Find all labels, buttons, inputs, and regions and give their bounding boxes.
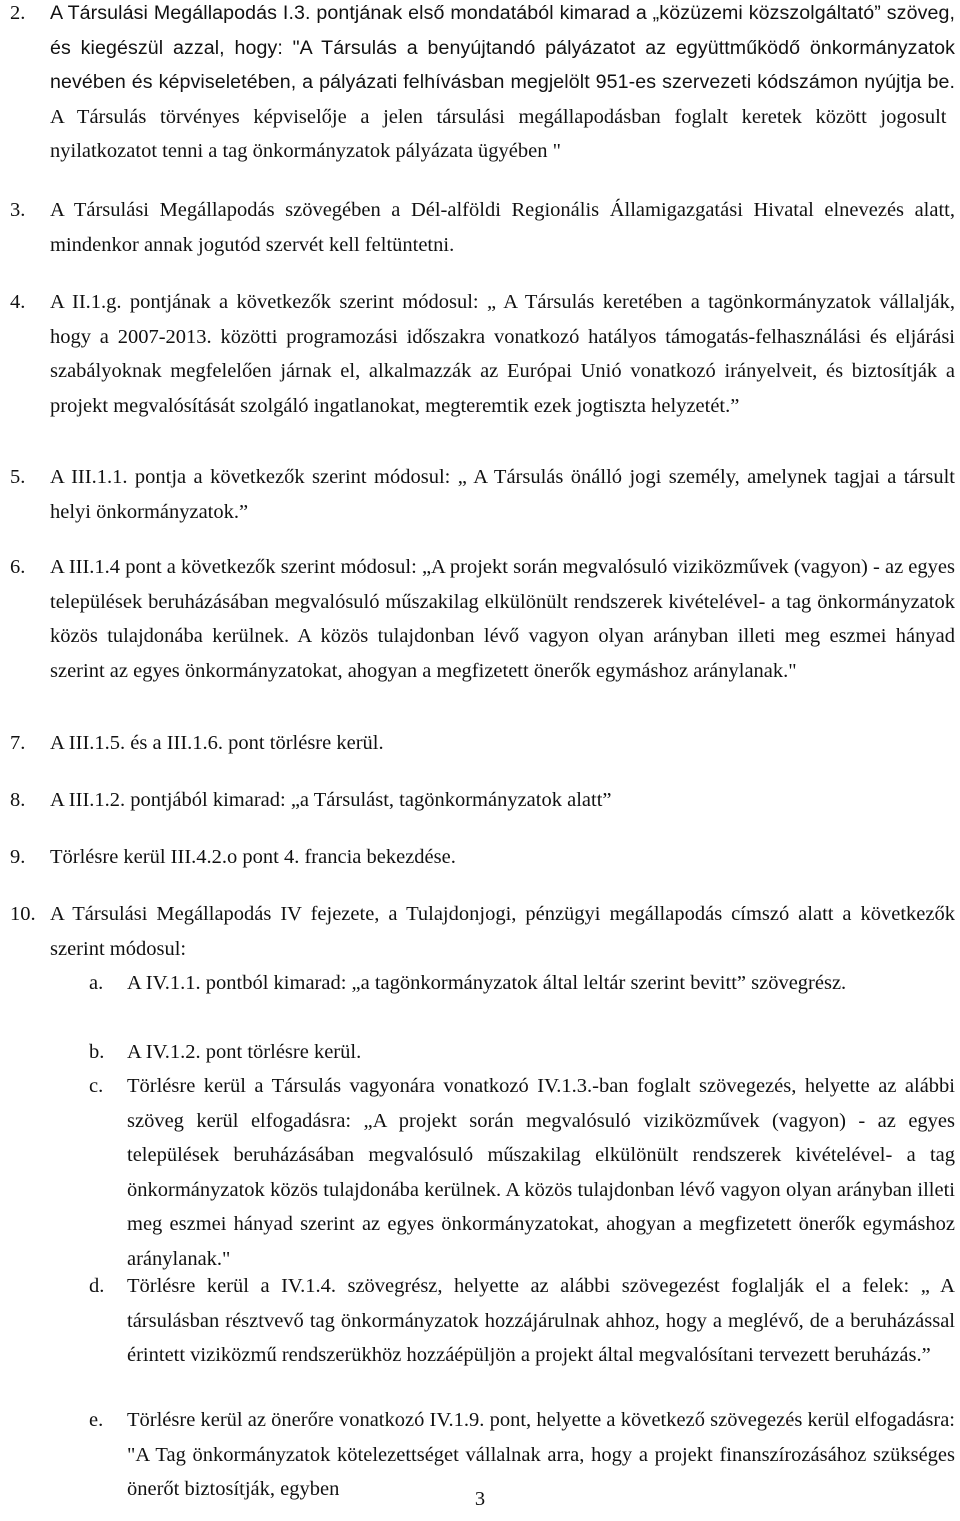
paragraph-text: A II.1.g. pontjának a következők szerint módosul: „ A Társulás keretében a tagönkormányzatok vállalják, hogy a 2007-2013. közötti programozási időszakra vonatkozó hatályos támogatás-felhasználási és eljárási szabályoknak megfelelően járnak el, alkalmazzák az Európai Unió vonatkozó irányelveit, és biztosítják a projekt megvalósítását szolgáló ingatlanokat, megteremtik ezek jogtiszta helyzetét.” [50, 291, 955, 417]
sub-item-text: Törlésre kerül a Társulás vagyonára vonatkozó IV.1.3.-ban foglalt szövegezés, helyette az alábbi szöveg kerül elfogadásra: „A projekt során megvalósuló viziközművek (vagyon) - az egyes települések beruházásában megvalósuló műszakilag elkülönült rendszerek kivételével- a tag önkormányzatok közös tulajdonába kerülnek. A közös tulajdonban lévő vagyon olyan arányban illeti meg eszmei hányad szerint az egyes önkormányzatokat, ahogyan a megfizetett önerők egymáshoz aránylanak." [127, 1075, 955, 1270]
list-item [10, 840, 955, 875]
sub-item-text: A IV.1.2. pont törlésre kerül. [127, 1041, 362, 1063]
list-item [10, 897, 955, 966]
paragraph-text: A III.1.4 pont a következők szerint módosul: „A projekt során megvalósuló viziközművek (vagyon) - az egyes települések beruházásában megvalósuló műszakilag elkülönült rendszerek kivételével- a tag önkormányzatok közös tulajdonába kerülnek. A közös tulajdonban lévő vagyon olyan arányban illeti meg eszmei hányad szerint az egyes önkormányzatokat, ahogyan a megfizetett önerők egymáshoz aránylanak." [50, 556, 955, 682]
list-item [10, 193, 955, 262]
sub-item-text: Törlésre kerül az önerőre vonatkozó IV.1.9. pont, helyette a következő szövegezés kerül elfogadásra: "A Tag önkormányzatok kötelezettséget vállalnak arra, hogy a projekt finanszírozásához szükséges önerőt biztosítják, egyben [127, 1409, 955, 1500]
sub-item-letter: c. [89, 1075, 104, 1097]
sub-item-letter: e. [89, 1409, 104, 1431]
list-item [10, 0, 955, 169]
item-number: 8. [10, 789, 26, 811]
item-number: 3. [10, 199, 26, 221]
paragraph-text: A III.1.2. pontjából kimarad: „a Társulást, tagönkormányzatok alatt” [50, 789, 612, 811]
sub-list-item [89, 1035, 955, 1070]
item-number: 9. [10, 846, 26, 868]
sub-list-item [89, 1269, 955, 1373]
list-item [10, 550, 955, 688]
item-number: 5. [10, 466, 26, 488]
item-number: 4. [10, 291, 26, 313]
paragraph-text: A Társulás törvényes képviselője a jelen társulási megállapodásban foglalt keretek között jogosult nyilatkozatot tenni a tag önkormányzatok pályázata ügyében " [50, 105, 947, 162]
paragraph-text: A III.1.5. és a III.1.6. pont törlésre kerül. [50, 732, 384, 754]
paragraph-text: A Társulási Megállapodás szövegében a Dél-alföldi Regionális Államigazgatási Hivatal elnevezés alatt, mindenkor annak jogutód szervét kell feltüntetni. [50, 199, 955, 256]
paragraph-text-sans: A Társulási Megállapodás I.3. pontjának első mondatából kimarad a „közüzemi közszolgáltató” szöveg, és kiegészül azzal, hogy: "A Társulás a benyújtandó pályázatot az együttműködő önkormányzatok nevében és képviseletében, a pályázati felhívásban megjelölt 951-es szervezeti kódszámon nyújtja be. [50, 2, 955, 93]
sub-list-item [89, 966, 955, 1001]
list-item [10, 783, 955, 818]
list-item [10, 726, 955, 761]
item-number: 2. [10, 2, 26, 24]
page-number: 3 [474, 1488, 486, 1510]
sub-item-text: Törlésre kerül a IV.1.4. szövegrész, helyette az alábbi szövegezést foglalják el a felek: „ A társulásban résztvevő tag önkormányzatok hozzájárulnak ahhoz, hogy a meglévő, de a beruházással érintett viziközmű rendszerükhöz hozzáépüljön a projekt által megvalósítani tervezett beruházás.” [127, 1275, 955, 1366]
sub-item-letter: a. [89, 972, 104, 994]
sub-list-item [89, 1069, 955, 1276]
paragraph-text: A Társulási Megállapodás IV fejezete, a Tulajdonjogi, pénzügyi megállapodás címszó alatt a következők szerint módosul: [50, 903, 955, 960]
sub-item-letter: b. [89, 1041, 105, 1063]
list-item [10, 460, 955, 529]
paragraph-text: A III.1.1. pontja a következők szerint módosul: „ A Társulás önálló jogi személy, amelynek tagjai a társult helyi önkormányzatok.” [50, 466, 955, 523]
paragraph-text: Törlésre kerül III.4.2.o pont 4. francia bekezdése. [50, 846, 456, 868]
list-item [10, 285, 955, 423]
item-number: 10. [10, 903, 36, 925]
item-number: 6. [10, 556, 26, 578]
item-number: 7. [10, 732, 26, 754]
sub-item-text: A IV.1.1. pontból kimarad: „a tagönkormányzatok által leltár szerint bevitt” szövegrész. [127, 972, 847, 994]
sub-item-letter: d. [89, 1275, 105, 1297]
